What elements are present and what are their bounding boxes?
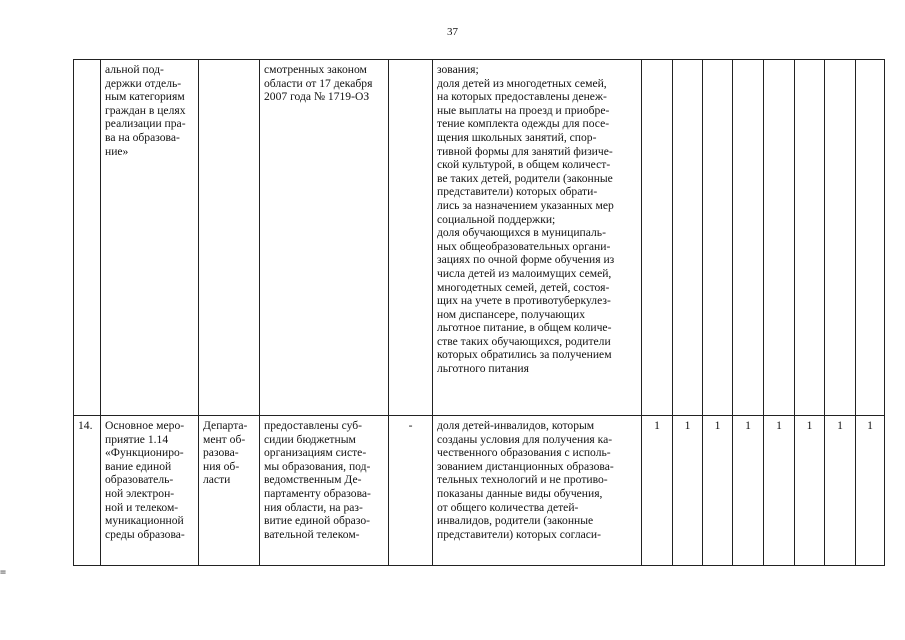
- value-cell: 1: [673, 416, 703, 566]
- value-cell: 1: [795, 416, 825, 566]
- row-number-cell: [74, 60, 101, 416]
- measure-name-cell: альной под- держки отдель- ным категориям граждан в целях реализации пра- ва на образова- ние»: [101, 60, 199, 416]
- dash-cell: -: [389, 416, 433, 566]
- value-cell: 1: [825, 416, 856, 566]
- value-cell: [673, 60, 703, 416]
- expected-result-cell: смотренных законом области от 17 декабря 2007 года № 1719-ОЗ: [260, 60, 389, 416]
- value-cell: [764, 60, 795, 416]
- indicator-cell: зования; доля детей из многодетных семей, на которых предоставлены денеж- ные выплаты на проезд и приобре- тение комплекта одежды для посе- щения школьных занятий, спор- тивной формы для занятий физиче- ской культурой, в общем количест- ве таких детей, родители (законные представители) которых обрати- лись за назначением указанных мер социальной поддержки; доля обучающихся в муниципаль- ных общеобразовательных органи- зациях по очной форме обучения из числа детей из малоимущих семей, многодетных семей, детей, состоя- щих на учете в противотуберкулез- ном диспансере, получающих льготное питание, в общем количе- стве таких обучающихся, родители которых обратились за получением льготного питания: [433, 60, 642, 416]
- table-row: [74, 60, 885, 416]
- indicator-cell: доля детей-инвалидов, которым созданы условия для получения ка- чественного образования с исполь- зованием дистанционных образова- тельных технологий и не противо- показаны данные виды обучения, от общего количества детей- инвалидов, родители (законные представители) которых согласи-: [433, 416, 642, 566]
- program-measures-table: [73, 59, 885, 566]
- value-cell: 1: [733, 416, 764, 566]
- value-cell: [795, 60, 825, 416]
- executor-cell: Департа- мент об- разова- ния об- ласти: [199, 416, 260, 566]
- value-cell: 1: [642, 416, 673, 566]
- value-cell: [642, 60, 673, 416]
- page-number: 37: [447, 26, 458, 38]
- table-row: [74, 416, 885, 566]
- executor-cell: [199, 60, 260, 416]
- scan-edge-mark: =: [0, 567, 7, 578]
- value-cell: [733, 60, 764, 416]
- value-cell: 1: [856, 416, 885, 566]
- value-cell: [703, 60, 733, 416]
- row-number-cell: 14.: [74, 416, 101, 566]
- value-cell: 1: [764, 416, 795, 566]
- value-cell: [825, 60, 856, 416]
- value-cell: 1: [703, 416, 733, 566]
- measure-name-cell: Основное меро- приятие 1.14 «Функциониро- вание единой образователь- ной электрон- ной и телеком- муникационной среды образова-: [101, 416, 199, 566]
- expected-result-cell: предоставлены суб- сидии бюджетным организациям систе- мы образования, под- ведомственным Де- партаменту образова- ния области, на раз- витие единой образо- вательной телеком-: [260, 416, 389, 566]
- value-cell: [856, 60, 885, 416]
- dash-cell: [389, 60, 433, 416]
